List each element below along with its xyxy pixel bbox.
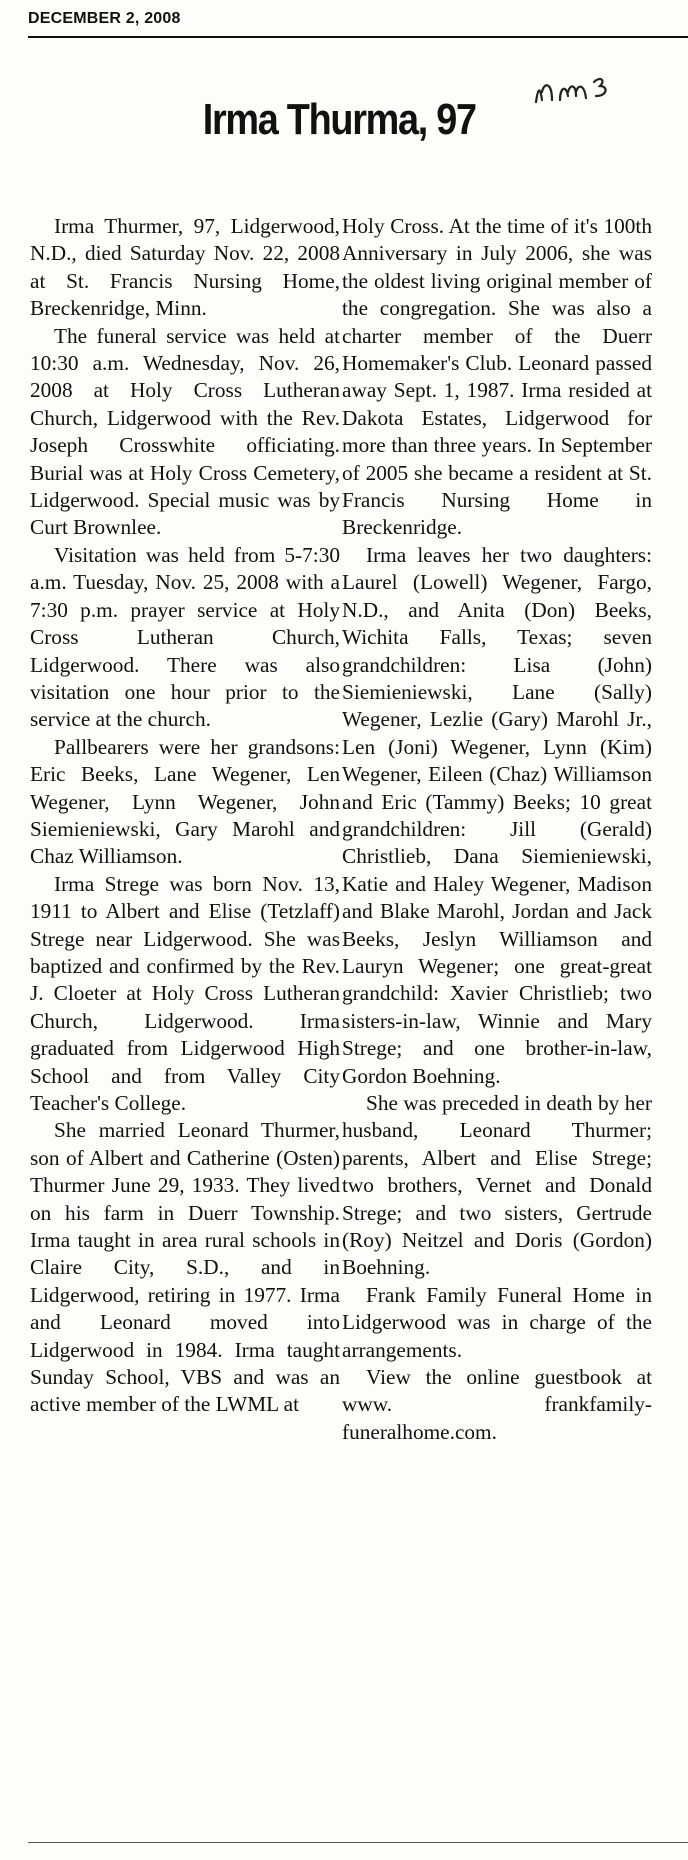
paragraph-biography-marriage: She married Leonard Thurmer, son of Albert and Catherine (Osten) Thurmer June 29, 1933. They lived on his farm in Duerr Township. Irma taught in area rural schools in Claire City, S.D., and in Lidgerwood, retiring in 1977. Irma and Leonard moved into Lidgerwood in 1984. Irma taught Sunday School, VBS and was an active member of the LWML at: [30, 1118, 340, 1417]
paragraph-funeral-home: Frank Family Funeral Home in Lidgerwood was in charge of the arrangements.: [342, 1282, 652, 1362]
text-column-right: [342, 213, 652, 1446]
text-column-left: [30, 213, 340, 1419]
paragraph-survivors: Irma leaves her two daughters: Laurel (Lowell) Wegener, Fargo, N.D., and Anita (Don) Beeks, Wichita Falls, Texas; seven grandchildren: Lisa (John) Siemieniewski, Lane (Sally) Wegener, Lezlie (Gary) Marohl Jr., Len (Joni) Wegener, Lynn (Kim) Wegener, Eileen (Chaz) Williamson and Eric (Tammy) Beeks; 10 great grandchildren: Jill (Gerald) Christlieb, Dana Siemieniewski, Katie and Haley Wegener, Madison and Blake Marohl, Jordan and Jack Beeks, Jeslyn Williamson and Lauryn Wegener; one great-great grandchild: Xavier Christlieb; two sisters-in-law, Winnie and Mary Strege; and one brother-in-law, Gordon Boehning.: [342, 542, 652, 1088]
bottom-rule: [28, 1842, 688, 1843]
paragraph-funeral-service: The funeral service was held at 10:30 a.m. Wednesday, Nov. 26, 2008 at Holy Cross Lutheran Church, Lidgerwood with the Rev. Joseph Crosswhite officiating. Burial was at Holy Cross Cemetery, Lidgerwood. Special music was by Curt Brownlee.: [30, 323, 340, 540]
obituary-headline: Irma Thurma, 97: [202, 95, 476, 144]
paragraph-death-notice: Irma Thurmer, 97, Lidgerwood, N.D., died Saturday Nov. 22, 2008 at St. Francis Nursing Home, Breckenridge, Minn.: [30, 214, 340, 321]
paragraph-pallbearers: Pallbearers were her grandsons: Eric Beeks, Lane Wegener, Len Wegener, Lynn Wegener, John Siemieniewski, Gary Marohl and Chaz Williamson.: [30, 734, 340, 869]
paragraph-preceded-in-death: She was preceded in death by her husband, Leonard Thurmer; parents, Albert and Elise Strege; two brothers, Vernet and Donald Strege; and two sisters, Gertrude (Roy) Neitzel and Doris (Gordon) Boehning.: [342, 1091, 652, 1280]
top-rule: [28, 36, 688, 38]
paragraph-biography-continued: Holy Cross. At the time of it's 100th Anniversary in July 2006, she was the oldest living original member of the congregation. She was also a charter member of the Duerr Homemaker's Club. Leonard passed away Sept. 1, 1987. Irma resided at Dakota Estates, Lidgerwood for more than three years. In September of 2005 she became a resident at St. Francis Nursing Home in Breckenridge.: [342, 214, 652, 540]
paragraph-guestbook: View the online guestbook at www. frankfamilyfuneralhome.com.: [342, 1365, 652, 1444]
publication-date: DECEMBER 2, 2008: [28, 10, 181, 27]
paragraph-biography-birth: Irma Strege was born Nov. 13, 1911 to Albert and Elise (Tetzlaff) Strege near Lidgerwood. She was baptized and confirmed by the Rev. J. Cloeter at Holy Cross Lutheran Church, Lidgerwood. Irma graduated from Lidgerwood High School and from Valley City Teacher's College.: [30, 871, 340, 1115]
paragraph-visitation: Visitation was held from 5-7:30 a.m. Tuesday, Nov. 25, 2008 with a 7:30 p.m. prayer service at Holy Cross Lutheran Church, Lidgerwood. There was also visitation one hour prior to the service at the church.: [30, 542, 340, 732]
